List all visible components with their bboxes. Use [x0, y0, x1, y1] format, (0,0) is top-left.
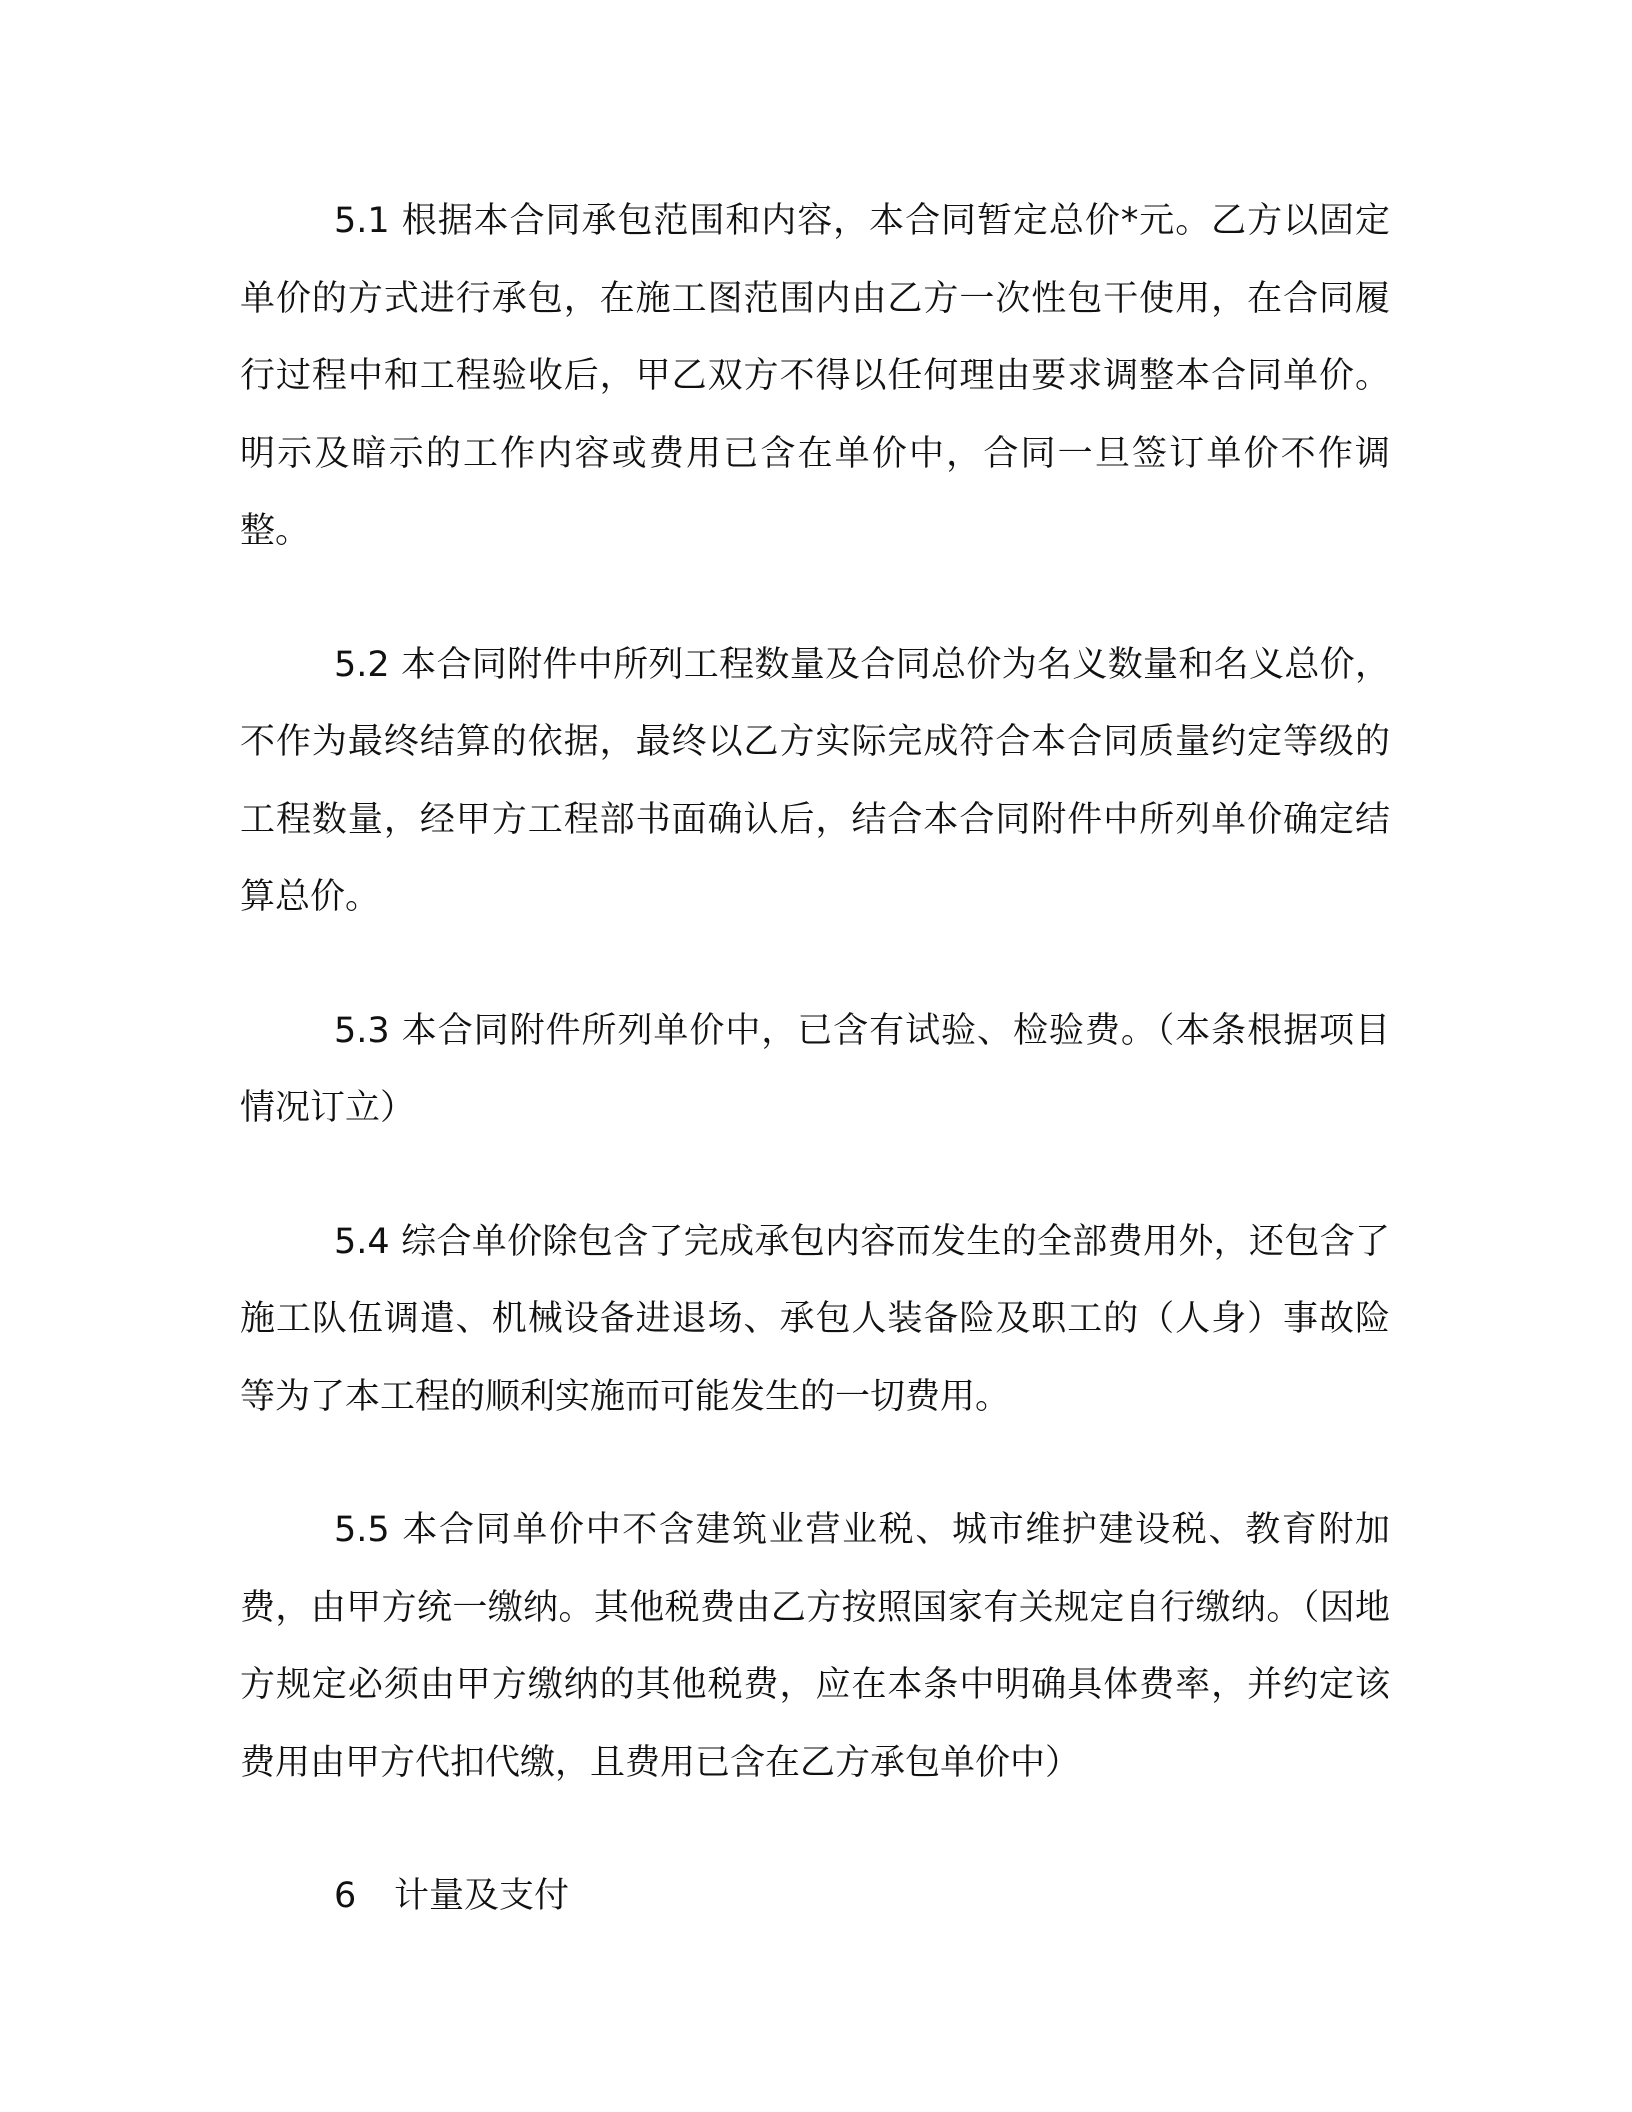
clause-5-1: 5.1 根据本合同承包范围和内容，本合同暂定总价*元。乙方以固定单价的方式进行承包，在施工图范围内由乙方一次性包干使用，在合同履行过程中和工程验收后，甲乙双方不得以任何理由要求调整本合同单价。明示及暗示的工作内容或费用已含在单价中，合同一旦签订单价不作调整。 — [240, 201, 1390, 551]
section-title: 计量及支付 — [394, 1876, 570, 1916]
clause-5-4: 5.4 综合单价除包含了完成承包内容而发生的全部费用外，还包含了施工队伍调遣、机械设备进退场、承包人装备险及职工的（人身）事故险等为了本工程的顺利实施而可能发生的一切费用。 — [240, 1221, 1390, 1417]
section-number: 6 — [334, 1876, 357, 1916]
clause-5-2: 5.2 本合同附件中所列工程数量及合同总价为名义数量和名义总价，不作为最终结算的依据，最终以乙方实际完成符合本合同质量约定等级的工程数量，经甲方工程部书面确认后，结合本合同附件中所列单价确定结算总价。 — [240, 644, 1390, 917]
clause-5-3: 5.3 本合同附件所列单价中，已含有试验、检验费。（本条根据项目情况订立） — [240, 1010, 1390, 1128]
clause-5-5: 5.5 本合同单价中不含建筑业营业税、城市维护建设税、教育附加费，由甲方统一缴纳。其他税费由乙方按照国家有关规定自行缴纳。（因地方规定必须由甲方缴纳的其他税费，应在本条中明确具体费率，并约定该费用由甲方代扣代缴，且费用已含在乙方承包单价中） — [240, 1510, 1390, 1783]
section-heading — [240, 1858, 1390, 1936]
document-body — [240, 183, 1390, 1936]
